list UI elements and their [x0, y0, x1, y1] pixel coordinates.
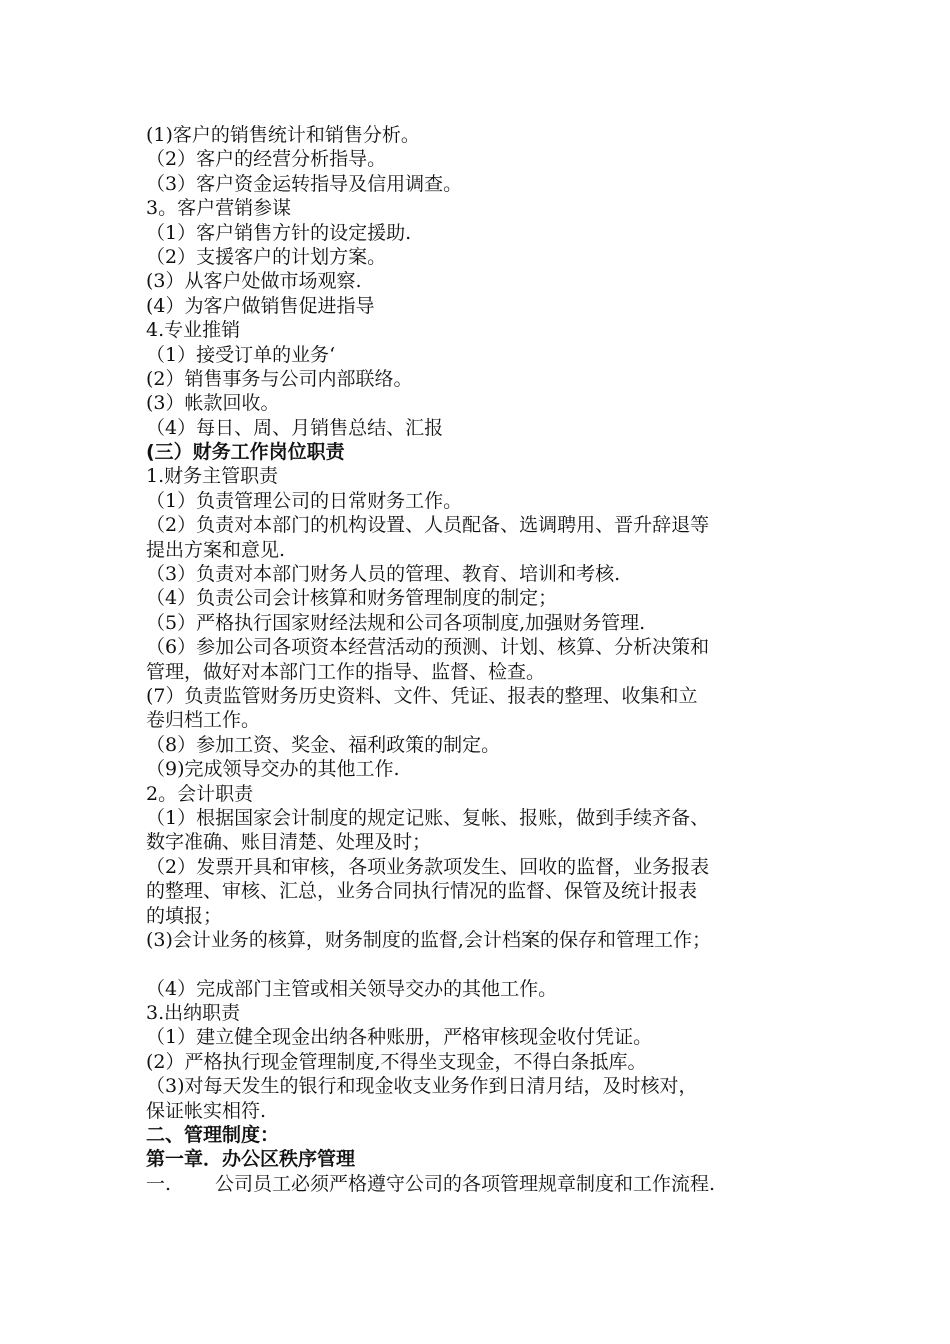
text-line: (3）帐款回收。 — [146, 392, 280, 415]
section-heading: 1.财务主管职责 — [146, 465, 279, 488]
text-line: （9)完成领导交办的其他工作. — [146, 758, 400, 781]
text-line: 提出方案和意见. — [146, 538, 286, 561]
numbered-line — [146, 1172, 818, 1196]
text-line: (4）为客户做销售促进指导 — [146, 294, 375, 317]
text-line: (2）销售事务与公司内部联络。 — [146, 367, 413, 390]
section-heading: 3.出纳职责 — [146, 1002, 241, 1025]
text-line: （2）发票开具和审核，各项业务款项发生、回收的监督，业务报表 — [146, 855, 710, 878]
text-line: （1）负责管理公司的日常财务工作。 — [146, 489, 463, 512]
section-heading: 4.专业推销 — [146, 319, 241, 342]
blank-line — [146, 952, 818, 976]
text-line: （3）客户资金运转指导及信用调查。 — [146, 172, 463, 195]
text-line: （5）严格执行国家财经法规和公司各项制度,加强财务管理. — [146, 611, 646, 634]
text-line: （1）客户销售方针的设定援助. — [146, 221, 412, 244]
text-line: （4）负责公司会计核算和财务管理制度的制定； — [146, 587, 558, 610]
text-line: （3)对每天发生的银行和现金收支业务作到日清月结，及时核对， — [146, 1075, 698, 1098]
text-line: （8）参加工资、奖金、福利政策的制定。 — [146, 733, 501, 756]
section-heading: 2。会计职责 — [146, 782, 254, 805]
text-line: 卷归档工作。 — [146, 709, 261, 732]
text-line: （4）每日、周、月销售总结、汇报 — [146, 416, 444, 439]
text-line: (7）负责监管财务历史资料、文件、凭证、报表的整理、收集和立 — [146, 684, 698, 707]
text-line: （1）接受订单的业务‘ — [146, 343, 336, 366]
text-line: (3）从客户处做市场观察. — [146, 270, 362, 293]
document-body — [146, 123, 818, 1196]
part-heading: 二、管理制度： — [146, 1124, 280, 1147]
item-number: 一. — [146, 1172, 172, 1195]
item-text: 公司员工必须严格遵守公司的各项管理规章制度和工作流程. — [215, 1172, 716, 1195]
text-line: （1）建立健全现金出纳各种账册，严格审核现金收付凭证。 — [146, 1026, 653, 1049]
text-line: （2）负责对本部门的机构设置、人员配备、选调聘用、晋升辞退等 — [146, 514, 710, 537]
text-line: （6）参加公司各项资本经营活动的预测、计划、核算、分析决策和 — [146, 636, 710, 659]
text-line: 管理，做好对本部门工作的指导、监督、检查。 — [146, 660, 546, 683]
text-line: （4）完成部门主管或相关领导交办的其他工作。 — [146, 977, 558, 1000]
text-line: (3)会计业务的核算，财务制度的监督,会计档案的保存和管理工作； — [146, 928, 711, 951]
chapter-heading: (三）财务工作岗位职责 — [146, 441, 345, 464]
text-line: (1)客户的销售统计和销售分析。 — [146, 124, 420, 146]
text-line: (2）严格执行现金管理制度,不得坐支现金，不得白条抵库。 — [146, 1050, 647, 1073]
chapter-heading: 第一章．办公区秩序管理 — [146, 1148, 356, 1171]
text-line: （3）负责对本部门财务人员的管理、教育、培训和考核. — [146, 563, 621, 586]
text-line: （2）客户的经营分析指导。 — [146, 148, 387, 171]
text-line: （2）支援客户的计划方案。 — [146, 245, 387, 268]
section-heading: 3。客户营销参谋 — [146, 197, 292, 220]
text-line: （1）根据国家会计制度的规定记账、复帐、报账，做到手续齐备、 — [146, 806, 710, 829]
text-line: 数字准确、账目清楚、处理及时； — [146, 831, 432, 854]
text-line: 保证帐实相符. — [146, 1099, 267, 1122]
text-line: 的填报； — [146, 904, 223, 927]
text-line: 的整理、审核、汇总，业务合同执行情况的监督、保管及统计报表 — [146, 880, 698, 903]
